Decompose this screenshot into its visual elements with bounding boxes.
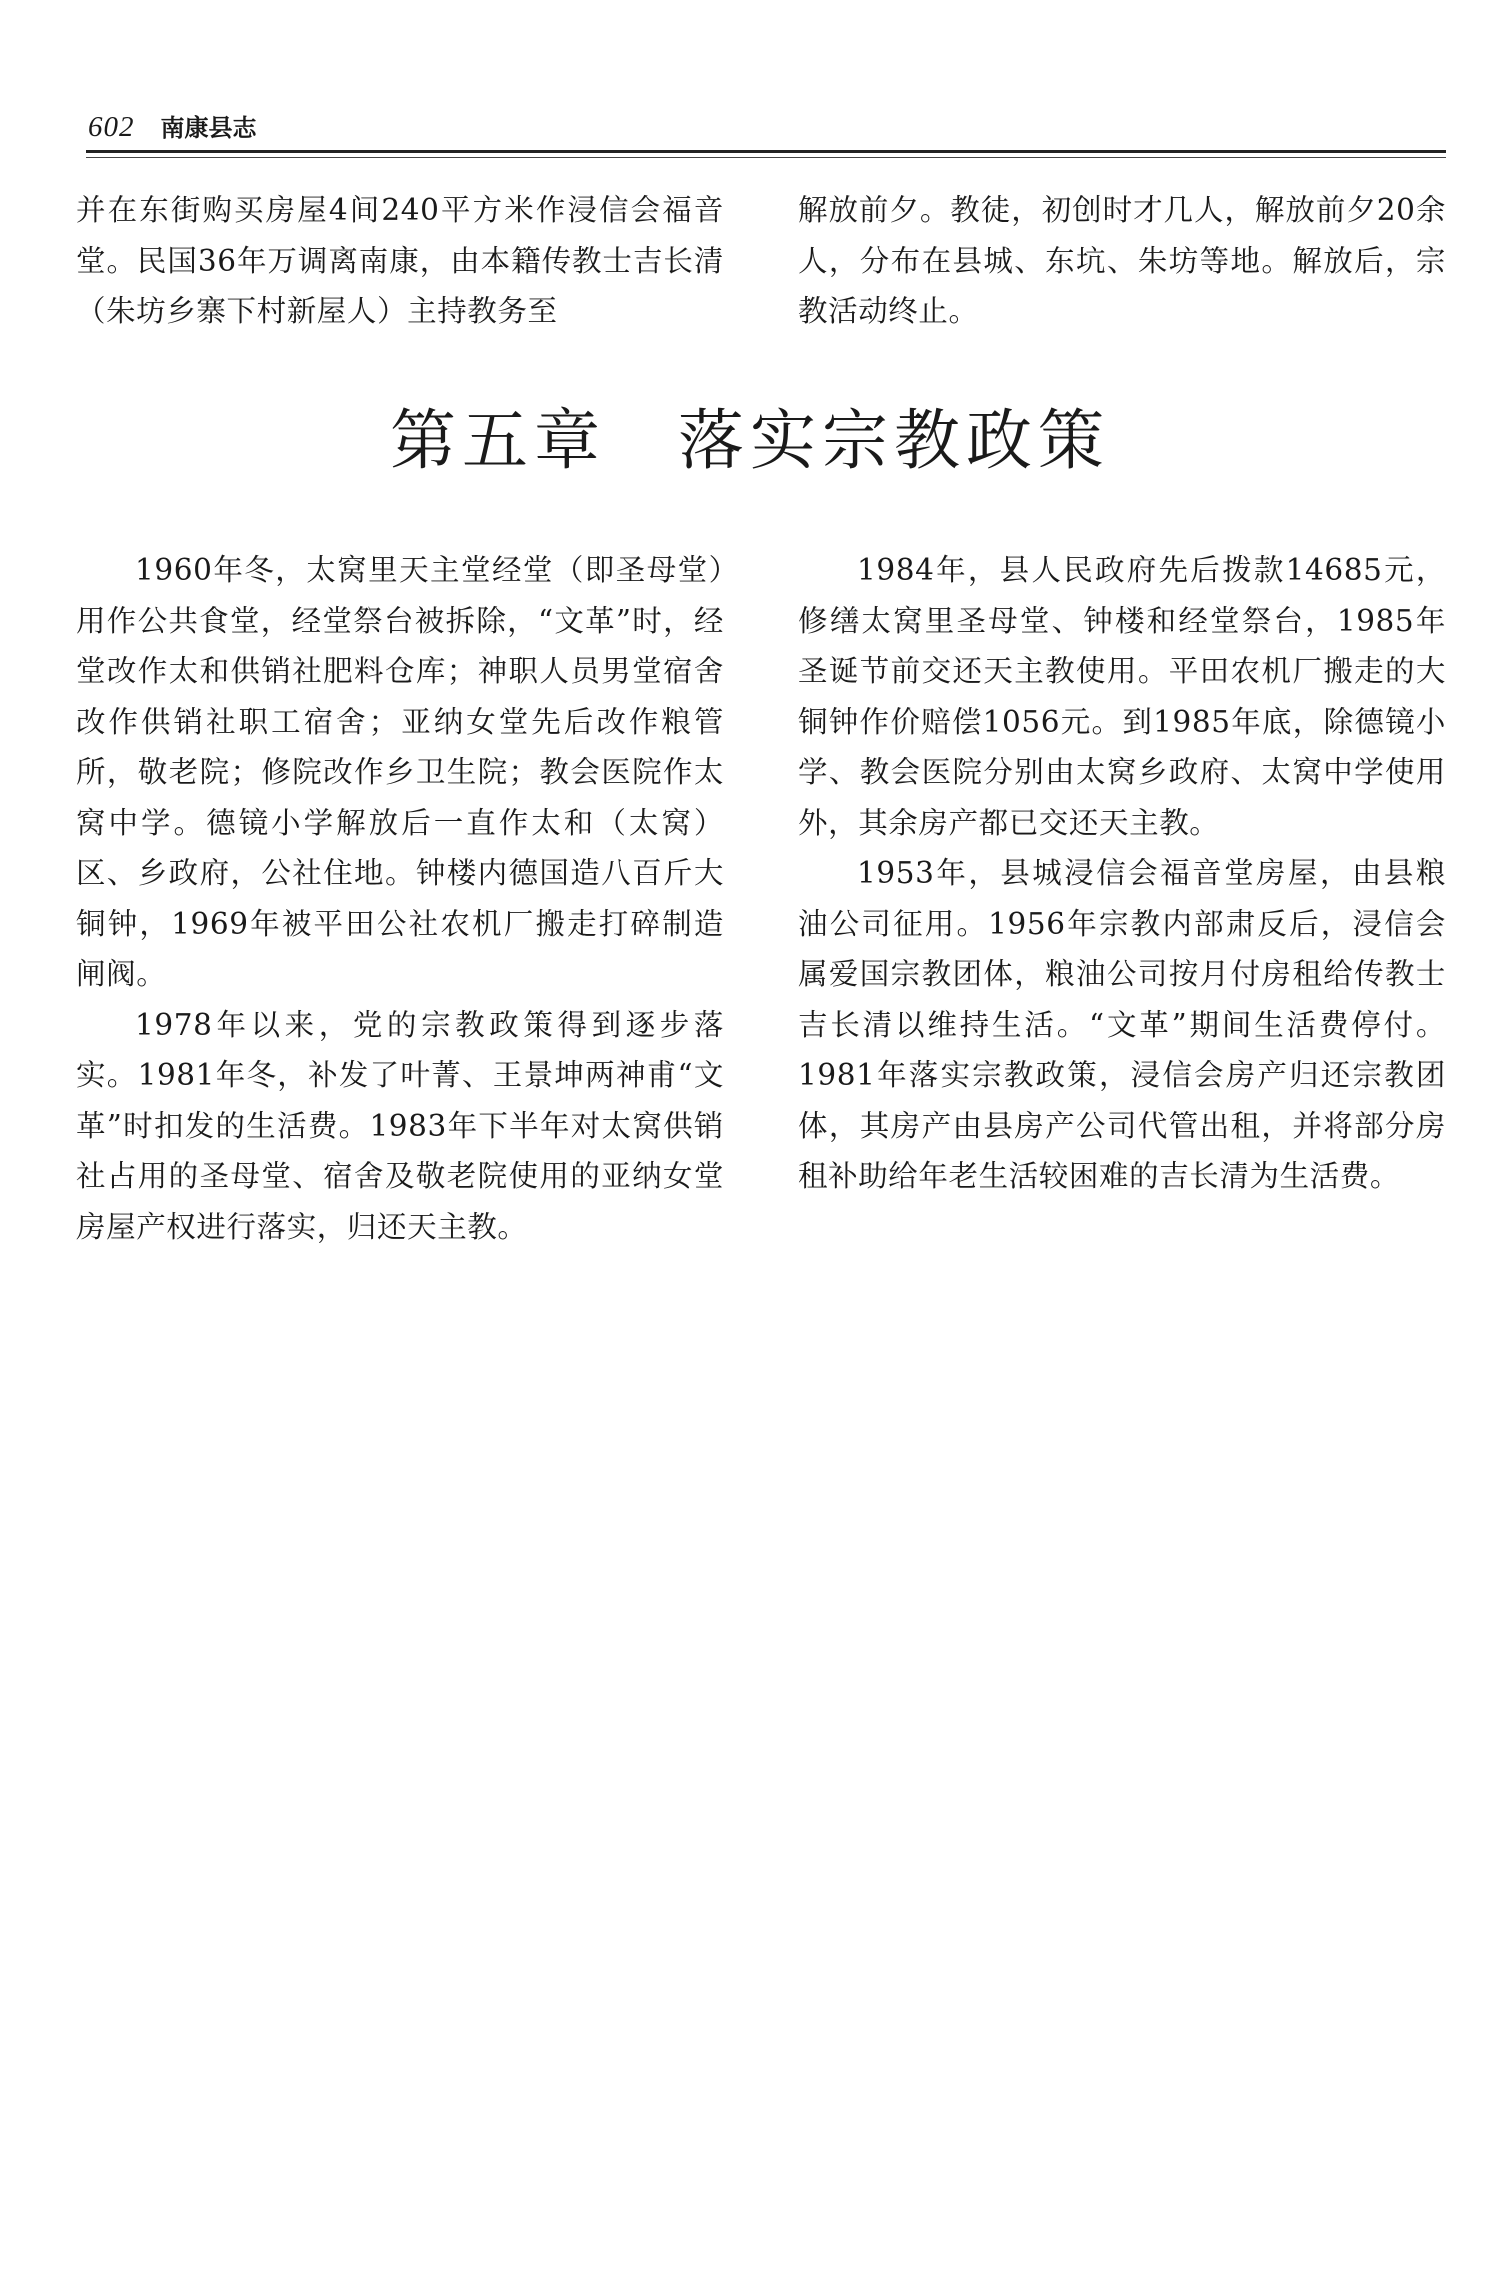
chapter-body xyxy=(76,545,1446,1252)
body-paragraph: 1960年冬，太窝里天主堂经堂（即圣母堂）用作公共食堂，经堂祭台被拆除，“文革”时，经堂改作太和供销社肥料仓库；神职人员男堂宿舍改作供销社职工宿舍；亚纳女堂先后改作粮管所，敬老院；修院改作乡卫生院；教会医院作太窝中学。德镜小学解放后一直作太和（太窝）区、乡政府，公社住地。钟楼内德国造八百斤大铜钟，1969年被平田公社农机厂搬走打碎制造闸阀。 xyxy=(76,553,724,991)
continuation-right-paragraph: 解放前夕。教徒，初创时才几人，解放前夕20余人，分布在县城、东坑、朱坊等地。解放后，宗教活动终止。 xyxy=(798,193,1446,328)
header-rule-thick xyxy=(86,150,1446,153)
header-rule-thin xyxy=(86,157,1446,158)
continuation-left-paragraph: 并在东街购买房屋4间240平方米作浸信会福音堂。民国36年万调离南康，由本籍传教士吉长清（朱坊乡寨下村新屋人）主持教务至 xyxy=(76,193,724,328)
book-title: 南康县志 xyxy=(160,114,257,142)
body-right-column xyxy=(798,545,1446,1252)
body-paragraph: 1978年以来，党的宗教政策得到逐步落实。1981年冬，补发了叶菁、王景坤两神甫“文革”时扣发的生活费。1983年下半年对太窝供销社占用的圣母堂、宿舍及敬老院使用的亚纳女堂房屋产权进行落实，归还天主教。 xyxy=(76,1007,724,1244)
chapter-title: 第五章 落实宗教政策 xyxy=(390,402,1110,479)
running-header xyxy=(88,108,257,148)
continuation-block xyxy=(76,185,1446,337)
body-paragraph: 1953年，县城浸信会福音堂房屋，由县粮油公司征用。1956年宗教内部肃反后，浸信会属爱国宗教团体，粮油公司按月付房租给传教士吉长清以维持生活。“文革”期间生活费停付。1981年落实宗教政策，浸信会房产归还宗教团体，其房产由县房产公司代管出租，并将部分房租补助给年老生活较困难的吉长清为生活费。 xyxy=(798,856,1446,1193)
body-paragraph: 1984年，县人民政府先后拨款14685元，修缮太窝里圣母堂、钟楼和经堂祭台，1985年圣诞节前交还天主教使用。平田农机厂搬走的大铜钟作价赔偿1056元。到1985年底，除德镜小学、教会医院分别由太窝乡政府、太窝中学使用外，其余房产都已交还天主教。 xyxy=(798,553,1446,840)
continuation-right-column xyxy=(798,185,1446,337)
continuation-left-column xyxy=(76,185,724,337)
page-number: 602 xyxy=(88,111,135,143)
body-left-column xyxy=(76,545,724,1252)
